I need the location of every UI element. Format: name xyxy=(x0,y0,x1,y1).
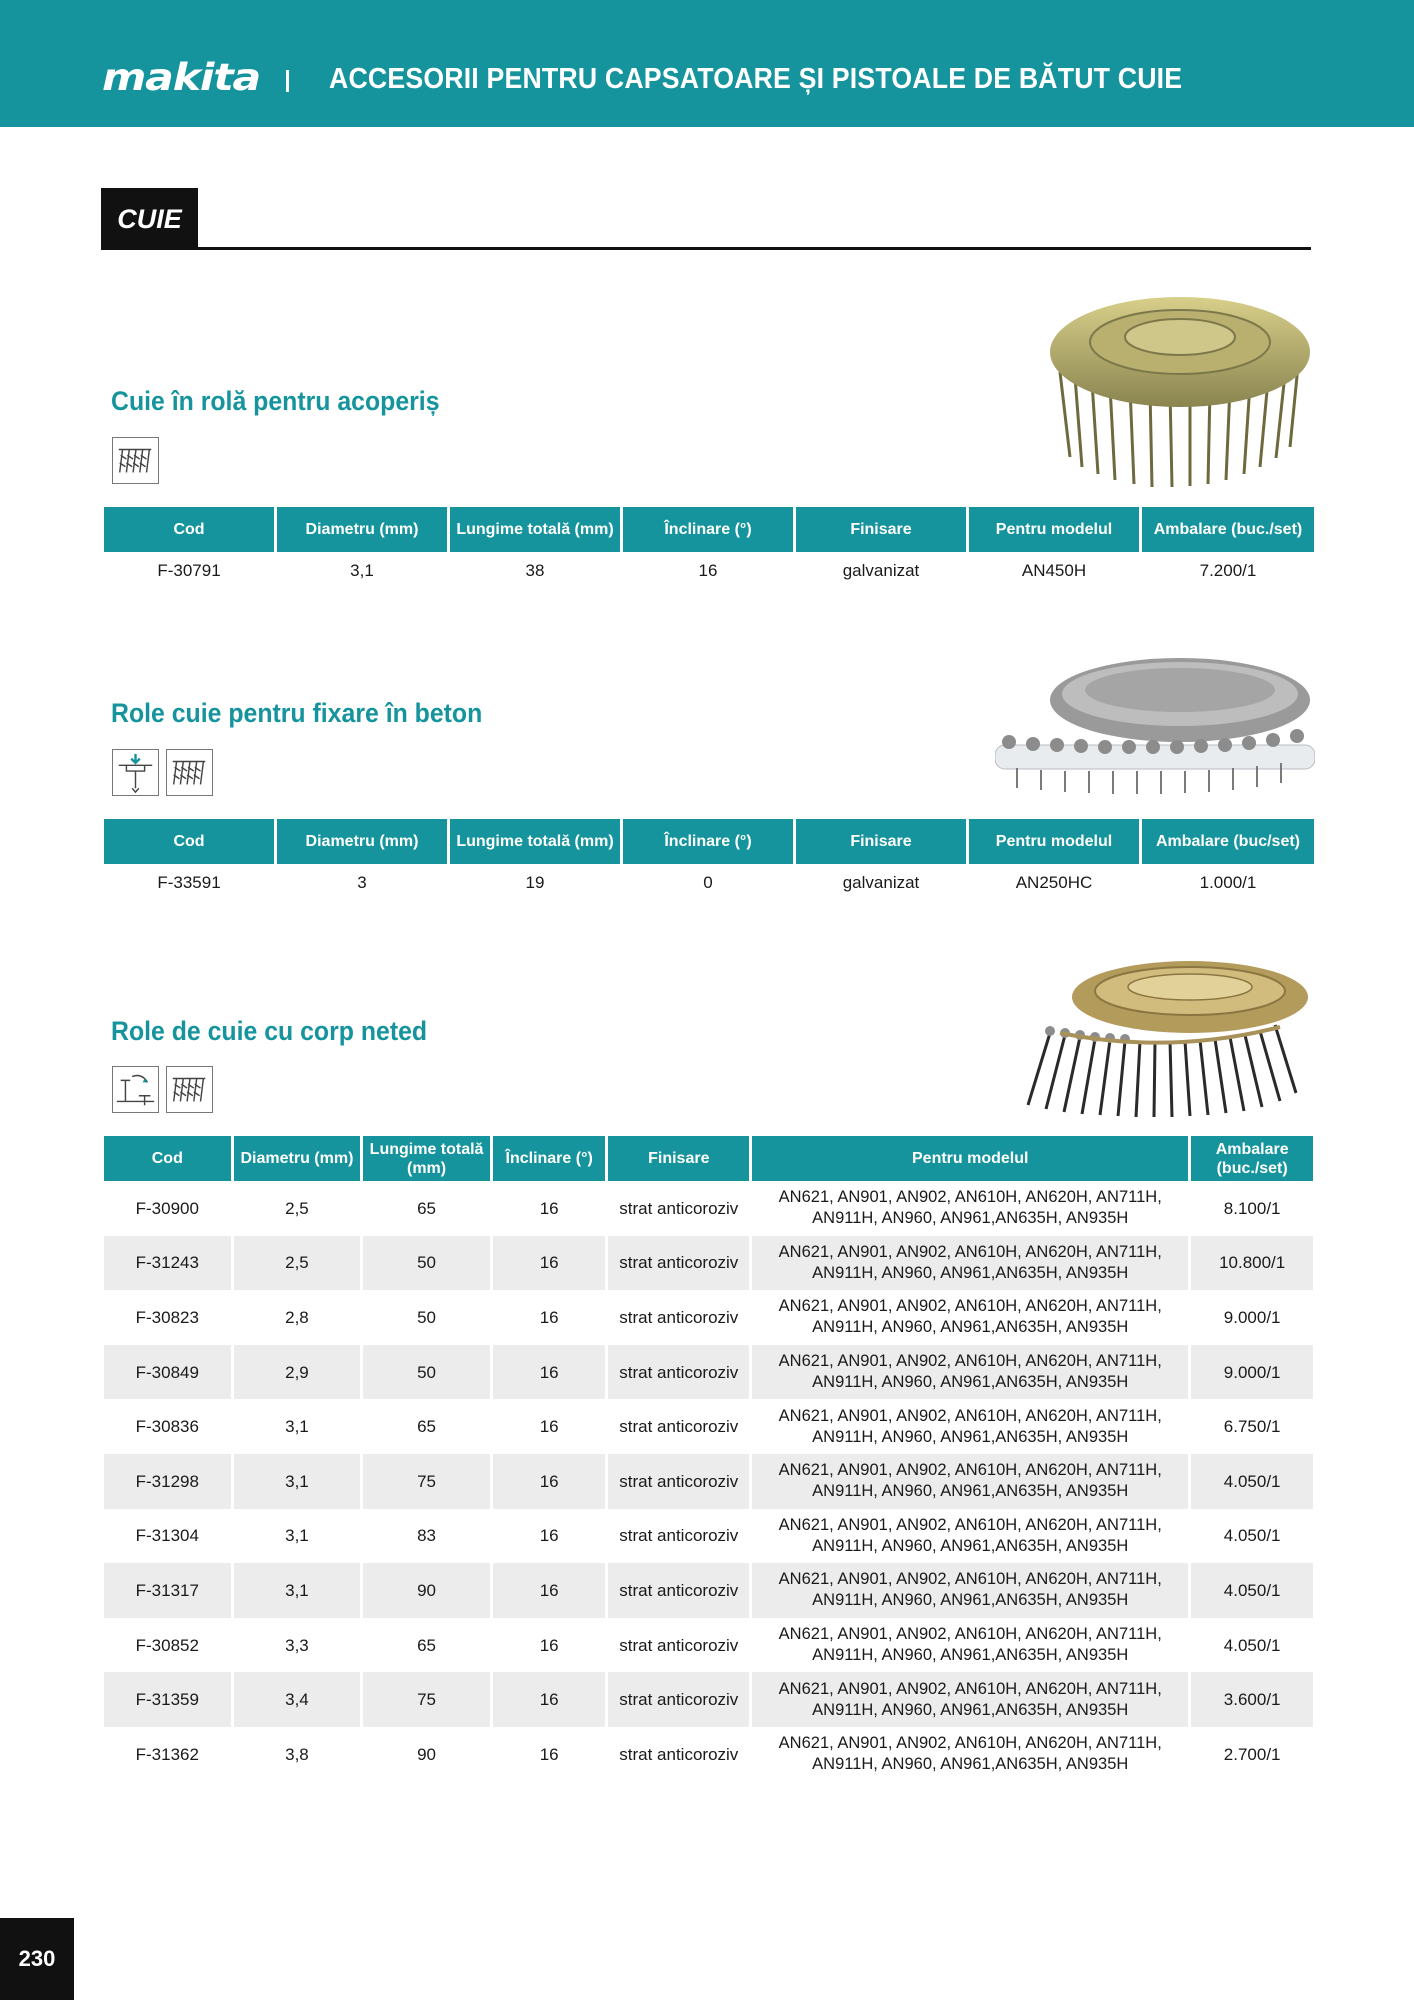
table-row xyxy=(104,1236,1313,1291)
cell-packaging: 2.700/1 xyxy=(1223,1744,1281,1764)
table-row xyxy=(104,1399,1313,1454)
column-header: Finisare xyxy=(796,819,966,864)
cell-diameter: 3 xyxy=(357,873,367,892)
category-label: CUIE xyxy=(101,188,198,250)
cell-angle: 16 xyxy=(493,1454,606,1509)
column-header: Diametru (mm) xyxy=(277,819,447,864)
cell-diameter: 3,1 xyxy=(285,1417,309,1437)
column-header: Cod xyxy=(104,507,274,552)
table-row xyxy=(104,1345,1313,1400)
coil-nail-icon xyxy=(166,1066,213,1113)
section-title-concrete: Role cuie pentru fixare în beton xyxy=(111,698,483,728)
cell-packaging: 9.000/1 xyxy=(1191,1345,1313,1400)
column-header: Cod xyxy=(104,819,274,864)
column-header: Pentru modelul xyxy=(969,819,1139,864)
cell-angle: 16 xyxy=(539,1744,559,1764)
table-row xyxy=(104,1181,1313,1236)
cell-diameter: 3,1 xyxy=(234,1563,361,1618)
smooth-shank-coil-image xyxy=(1020,955,1315,1120)
page-number: 230 xyxy=(0,1918,74,2000)
cell-model: AN450H xyxy=(1021,561,1087,580)
table-row xyxy=(104,1454,1313,1509)
spec-table-smooth-shank xyxy=(101,1136,1316,1782)
cell-length: 50 xyxy=(363,1236,490,1291)
cell-code: F-30849 xyxy=(104,1345,231,1400)
cell-models: AN621, AN901, AN902, AN610H, AN620H, AN711H, AN911H, AN960, AN961,AN635H, AN935H xyxy=(752,1345,1188,1400)
cell-code: F-31304 xyxy=(135,1526,199,1546)
cell-angle: 16 xyxy=(539,1307,559,1327)
cell-models: AN621, AN901, AN902, AN610H, AN620H, AN711H, AN911H, AN960, AN961,AN635H, AN935H xyxy=(778,1734,1162,1774)
cell-finish: strat anticoroziv xyxy=(608,1236,749,1291)
cell-angle: 16 xyxy=(493,1345,606,1400)
column-header: Lungime totală (mm) xyxy=(363,1136,490,1181)
section-title-roofing: Cuie în rolă pentru acoperiș xyxy=(111,386,440,416)
column-header: Diametru (mm) xyxy=(234,1136,361,1181)
column-header: Ambalare (buc./set) xyxy=(1191,1136,1313,1181)
framing-nail-icon xyxy=(112,1066,159,1113)
table-row xyxy=(104,1727,1313,1782)
cell-diameter: 2,5 xyxy=(234,1236,361,1291)
cell-length: 75 xyxy=(363,1454,490,1509)
cell-models: AN621, AN901, AN902, AN610H, AN620H, AN711H, AN911H, AN960, AN961,AN635H, AN935H xyxy=(778,1515,1162,1555)
table-row xyxy=(104,1672,1313,1727)
cell-finish: strat anticoroziv xyxy=(608,1563,749,1618)
column-header: Ambalare (buc/set) xyxy=(1142,819,1314,864)
column-header: Înclinare (°) xyxy=(623,819,793,864)
page-title: ACCESORII PENTRU CAPSATOARE ȘI PISTOALE DE BĂTUT CUIE xyxy=(329,63,1183,95)
column-header: Înclinare (°) xyxy=(623,507,793,552)
cell-diameter: 2,5 xyxy=(285,1198,309,1218)
cell-angle: 16 xyxy=(493,1672,606,1727)
cell-models: AN621, AN901, AN902, AN610H, AN620H, AN711H, AN911H, AN960, AN961,AN635H, AN935H xyxy=(778,1188,1162,1228)
table-header-row xyxy=(104,819,1314,864)
cell-angle: 16 xyxy=(493,1563,606,1618)
cell-finish: strat anticoroziv xyxy=(619,1744,739,1764)
cell-diameter: 2,8 xyxy=(285,1307,309,1327)
cell-packaging: 4.050/1 xyxy=(1223,1526,1281,1546)
spec-table-roofing xyxy=(101,507,1317,590)
header-bar xyxy=(0,0,1414,127)
cell-length: 90 xyxy=(417,1744,437,1764)
cell-finish: strat anticoroziv xyxy=(619,1526,739,1546)
cell-packaging: 7.200/1 xyxy=(1199,561,1257,580)
cell-models: AN621, AN901, AN902, AN610H, AN620H, AN711H, AN911H, AN960, AN961,AN635H, AN935H xyxy=(778,1406,1162,1446)
cell-models: AN621, AN901, AN902, AN610H, AN620H, AN711H, AN911H, AN960, AN961,AN635H, AN935H xyxy=(752,1454,1188,1509)
cell-code: F-31317 xyxy=(104,1563,231,1618)
cell-finish: strat anticoroziv xyxy=(608,1454,749,1509)
table-row xyxy=(104,1290,1313,1345)
cell-packaging: 3.600/1 xyxy=(1191,1672,1313,1727)
column-header: Lungime totală (mm) xyxy=(450,819,620,864)
cell-code: F-33591 xyxy=(157,873,221,892)
cell-angle: 16 xyxy=(539,1635,559,1655)
cell-finish: strat anticoroziv xyxy=(619,1635,739,1655)
column-header: Diametru (mm) xyxy=(277,507,447,552)
table-header-row xyxy=(104,1136,1313,1181)
cell-packaging: 9.000/1 xyxy=(1223,1307,1281,1327)
cell-code: F-30852 xyxy=(135,1635,199,1655)
roofing-coil-nails-image xyxy=(1040,282,1315,492)
cell-diameter: 3,1 xyxy=(285,1526,309,1546)
cell-models: AN621, AN901, AN902, AN610H, AN620H, AN711H, AN911H, AN960, AN961,AN635H, AN935H xyxy=(752,1672,1188,1727)
column-header: Cod xyxy=(104,1136,231,1181)
cell-length: 65 xyxy=(417,1417,437,1437)
concrete-pin-icon xyxy=(112,749,159,796)
cell-length: 19 xyxy=(525,873,545,892)
column-header: Ambalare (buc./set) xyxy=(1142,507,1314,552)
cell-diameter: 3,3 xyxy=(285,1635,309,1655)
cell-length: 50 xyxy=(363,1345,490,1400)
cell-packaging: 4.050/1 xyxy=(1223,1635,1281,1655)
cell-angle: 0 xyxy=(703,873,713,892)
cell-angle: 16 xyxy=(493,1236,606,1291)
table-row xyxy=(104,552,1314,590)
cell-code: F-30791 xyxy=(157,561,221,580)
column-header: Lungime totală (mm) xyxy=(450,507,620,552)
cell-packaging: 4.050/1 xyxy=(1191,1563,1313,1618)
cell-finish: galvanizat xyxy=(842,873,920,892)
cell-finish: strat anticoroziv xyxy=(619,1198,739,1218)
cell-code: F-31243 xyxy=(104,1236,231,1291)
column-header: Pentru modelul xyxy=(969,507,1139,552)
cell-diameter: 2,9 xyxy=(234,1345,361,1400)
column-header: Finisare xyxy=(796,507,966,552)
table-row xyxy=(104,1563,1313,1618)
section-title-smooth-shank: Role de cuie cu corp neted xyxy=(111,1016,428,1046)
cell-code: F-31359 xyxy=(104,1672,231,1727)
category-divider xyxy=(101,247,1311,250)
cell-diameter: 3,1 xyxy=(234,1454,361,1509)
cell-models: AN621, AN901, AN902, AN610H, AN620H, AN711H, AN911H, AN960, AN961,AN635H, AN935H xyxy=(752,1563,1188,1618)
cell-finish: strat anticoroziv xyxy=(619,1417,739,1437)
cell-packaging: 8.100/1 xyxy=(1223,1198,1281,1218)
cell-packaging: 10.800/1 xyxy=(1191,1236,1313,1291)
spec-table-concrete xyxy=(101,819,1317,902)
cell-models: AN621, AN901, AN902, AN610H, AN620H, AN711H, AN911H, AN960, AN961,AN635H, AN935H xyxy=(752,1236,1188,1291)
cell-angle: 16 xyxy=(698,561,718,580)
cell-length: 83 xyxy=(417,1526,437,1546)
brand-logo: makita xyxy=(102,56,261,99)
cell-diameter: 3,1 xyxy=(350,561,374,580)
cell-code: F-31298 xyxy=(104,1454,231,1509)
cell-diameter: 3,4 xyxy=(234,1672,361,1727)
table-row xyxy=(104,864,1314,902)
cell-length: 90 xyxy=(363,1563,490,1618)
cell-code: F-30836 xyxy=(135,1417,199,1437)
cell-angle: 16 xyxy=(539,1198,559,1218)
table-header-row xyxy=(104,507,1314,552)
cell-length: 65 xyxy=(417,1198,437,1218)
cell-finish: galvanizat xyxy=(842,561,920,580)
column-header: Înclinare (°) xyxy=(493,1136,606,1181)
concrete-pin-coil-image xyxy=(995,650,1315,805)
cell-length: 38 xyxy=(525,561,545,580)
cell-code: F-30823 xyxy=(135,1307,199,1327)
column-header: Pentru modelul xyxy=(752,1136,1188,1181)
cell-packaging: 4.050/1 xyxy=(1191,1454,1313,1509)
coil-nail-icon xyxy=(166,749,213,796)
coil-nail-icon xyxy=(112,437,159,484)
cell-length: 75 xyxy=(363,1672,490,1727)
cell-finish: strat anticoroziv xyxy=(608,1345,749,1400)
cell-diameter: 3,8 xyxy=(285,1744,309,1764)
cell-packaging: 1.000/1 xyxy=(1199,873,1257,892)
cell-length: 50 xyxy=(417,1307,437,1327)
table-row xyxy=(104,1509,1313,1564)
cell-finish: strat anticoroziv xyxy=(619,1307,739,1327)
column-header: Finisare xyxy=(608,1136,749,1181)
cell-model: AN250HC xyxy=(1015,873,1093,892)
cell-models: AN621, AN901, AN902, AN610H, AN620H, AN711H, AN911H, AN960, AN961,AN635H, AN935H xyxy=(778,1297,1162,1337)
cell-code: F-31362 xyxy=(135,1744,199,1764)
cell-length: 65 xyxy=(417,1635,437,1655)
cell-models: AN621, AN901, AN902, AN610H, AN620H, AN711H, AN911H, AN960, AN961,AN635H, AN935H xyxy=(778,1625,1162,1665)
cell-packaging: 6.750/1 xyxy=(1223,1417,1281,1437)
cell-angle: 16 xyxy=(539,1526,559,1546)
header-separator xyxy=(286,70,289,92)
cell-angle: 16 xyxy=(539,1417,559,1437)
cell-finish: strat anticoroziv xyxy=(608,1672,749,1727)
table-row xyxy=(104,1618,1313,1673)
cell-code: F-30900 xyxy=(135,1198,199,1218)
